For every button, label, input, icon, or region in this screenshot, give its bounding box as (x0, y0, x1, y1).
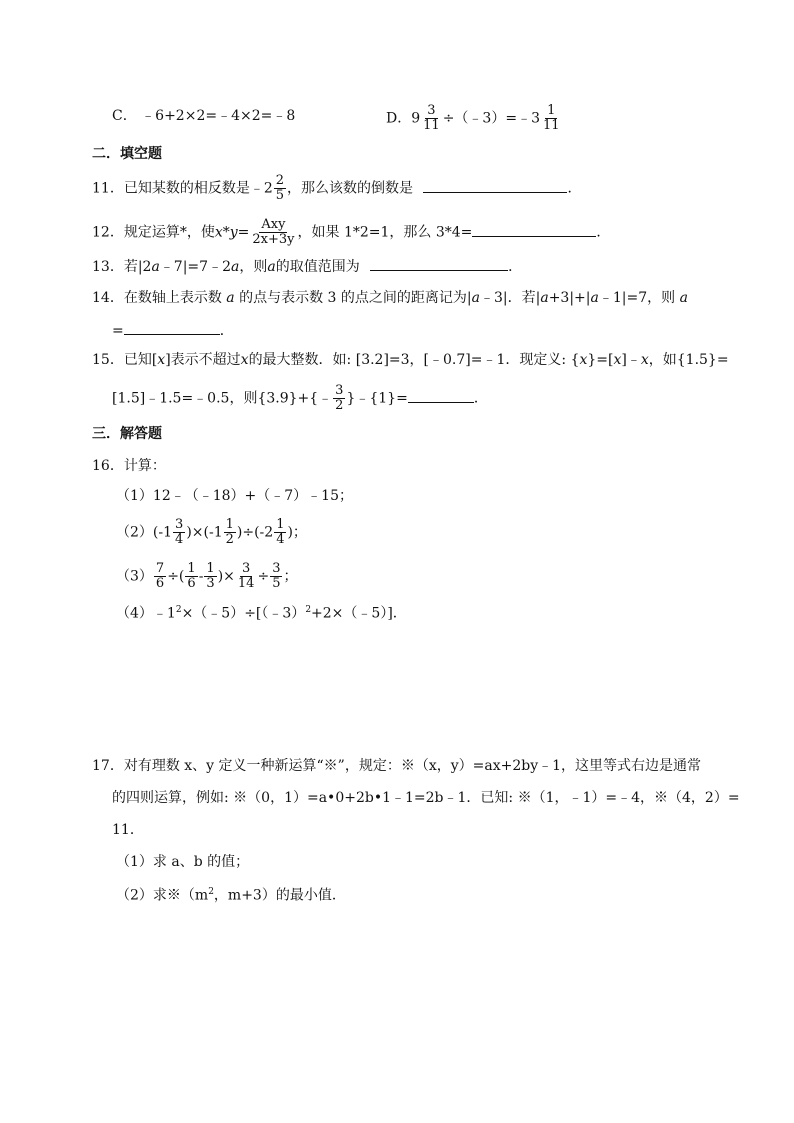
part-label: （3） (116, 568, 153, 585)
q13-text-mid: ﹣7|=7﹣2 (159, 259, 231, 275)
q15-text-line2: [1.5]﹣1.5=﹣0.5，则{3.9}+{﹣ (112, 390, 333, 407)
question-13 (92, 256, 522, 277)
fraction-denominator: 11 (542, 118, 560, 133)
fraction-numerator: Axy (261, 217, 286, 232)
expr-text: (-1 (152, 524, 173, 541)
q12-var-y: y (229, 224, 238, 241)
section-title-fill-in: 二．填空题 (92, 146, 162, 162)
exponent: 2 (208, 887, 214, 897)
q15-text: 15．已知[ (92, 352, 158, 368)
exponent: 2 (305, 605, 312, 615)
q11-text: 11．已知某数的相反数是﹣2 (92, 180, 273, 197)
q12-answer-blank[interactable] (472, 222, 596, 237)
expr-fraction (236, 562, 257, 591)
fraction-denominator: 6 (155, 576, 165, 591)
expr-fraction (173, 518, 185, 547)
expr-text: ，m+3）的最小值． (213, 887, 346, 904)
question-17-line-1: 17．对有理数 x、y 定义一种新运算“※”，规定：※（x，y）=ax+2by﹣1，这里等式右边是通常 (92, 758, 702, 774)
expr-fraction (204, 562, 216, 591)
q11-fraction (274, 174, 286, 203)
fraction-numerator: 3 (335, 383, 344, 398)
question-16-part-1: （1）12﹣（﹣18）+（﹣7）﹣15； (116, 488, 353, 504)
q12-end: ． (596, 224, 611, 241)
q14-text-mid4: ﹣1|=7，则 (598, 290, 676, 306)
q15-text-end: ，如{1.5}= (648, 352, 729, 368)
choice-c-text: ﹣6+2×2=﹣4×2=﹣8 (141, 108, 296, 124)
expr-fraction (154, 562, 166, 591)
question-15-line-1 (92, 350, 729, 370)
question-14-line-2 (112, 320, 234, 341)
q12-star: * (222, 224, 230, 241)
question-14-line-1 (92, 288, 688, 308)
q15-var: x (240, 352, 249, 368)
fraction-numerator: 1 (206, 561, 215, 576)
question-17-part-1: （1）求 a、b 的值； (116, 854, 250, 870)
q15-fraction (333, 384, 345, 413)
q15-end: ． (473, 390, 488, 407)
fraction-denominator: 5 (275, 188, 285, 203)
expr-text: （4）﹣1 (116, 605, 176, 622)
fraction-numerator: 1 (187, 561, 196, 576)
expr-end: )； (287, 524, 307, 541)
fraction-denominator: 2 (335, 398, 344, 413)
fraction-denominator: 2x+3y (252, 232, 295, 247)
fraction-denominator: 5 (272, 576, 281, 591)
q13-end: ． (508, 259, 523, 275)
expr-text: ÷( (167, 568, 185, 585)
q15-text-post: }﹣{1}= (346, 390, 408, 407)
q15-answer-blank[interactable] (408, 388, 474, 403)
question-16-part-2 (116, 518, 307, 547)
fraction-denominator: 11 (423, 118, 440, 133)
q11-end: ． (567, 180, 582, 197)
q14-var: a (590, 290, 599, 306)
q13-var: a (230, 259, 240, 275)
q13-var: a (267, 259, 276, 275)
fraction-numerator: 7 (155, 561, 165, 576)
question-17-line-3: 11． (112, 822, 144, 838)
fraction-denominator: 3 (206, 576, 215, 591)
q14-var: a (471, 290, 480, 306)
fraction-numerator: 3 (175, 517, 184, 532)
expr-text: +2×（﹣5）]． (311, 605, 407, 622)
fraction-numerator: 1 (276, 517, 285, 532)
question-17-part-2 (116, 882, 346, 906)
q11-text-post: ，那么该数的倒数是 (287, 180, 414, 197)
expr-text: )÷(-2 (236, 524, 274, 541)
q15-text-mid3: }=[ (587, 352, 614, 368)
expr-fraction (270, 562, 282, 591)
expr-fraction (185, 562, 197, 591)
fraction-numerator: 3 (272, 561, 281, 576)
expr-end: ； (283, 568, 298, 585)
q13-answer-blank[interactable] (370, 256, 508, 271)
q15-text-mid: ]表示不超过 (165, 352, 241, 368)
q14-text-mid: 的点与表示数 3 的点之间的距离记为| (239, 290, 472, 306)
q15-var: x (613, 352, 622, 368)
expr-text: ÷ (257, 568, 270, 585)
fraction-denominator: 4 (175, 532, 184, 547)
q14-var: a (679, 290, 688, 306)
fraction-numerator: 3 (427, 103, 436, 118)
choice-d-fraction (421, 104, 442, 133)
q11-answer-blank[interactable] (423, 178, 567, 193)
fraction-denominator: 6 (187, 576, 196, 591)
choice-c-label: C． (112, 108, 137, 124)
choice-d (386, 104, 563, 133)
q14-eq: = (112, 323, 124, 339)
fraction-denominator: 14 (237, 576, 255, 591)
q13-var: a (151, 259, 160, 275)
expr-text: )×(-1 (186, 524, 223, 541)
question-16-part-3 (116, 562, 297, 591)
fraction-denominator: 4 (276, 532, 285, 547)
question-17-line-2: 的四则运算，例如: ※（0，1）=a•0+2b•1﹣1=2b﹣1．已知: ※（1，﹣1）=﹣4，※（4，2）= (112, 790, 740, 806)
q12-fraction (250, 218, 296, 247)
q15-text-mid2: 的最大整数．如: [3.2]=3，[﹣0.7]=﹣1．现定义: { (248, 352, 580, 368)
q12-text-post: ，如果 1*2=1，那么 3*4= (297, 224, 473, 241)
q12-text: 12．规定运算*，使 (92, 224, 215, 241)
question-12 (92, 218, 610, 247)
q14-text: 14．在数轴上表示数 (92, 290, 222, 306)
expr-text: ×（﹣5）÷[（﹣3） (181, 605, 306, 622)
q13-text: 13．若|2 (92, 259, 152, 275)
part-label: （2） (116, 524, 153, 541)
exponent: 2 (175, 605, 182, 615)
question-16-part-4 (116, 600, 407, 624)
choice-c (112, 106, 295, 126)
q15-var: x (579, 352, 588, 368)
q14-var: a (226, 290, 235, 306)
q12-var-x: x (214, 224, 223, 241)
q15-var: x (157, 352, 166, 368)
q14-var: a (540, 290, 549, 306)
q12-eq: = (237, 224, 250, 241)
fraction-denominator: 2 (225, 532, 234, 547)
fraction-numerator: 1 (225, 517, 234, 532)
q14-text-mid2: ﹣3|．若| (479, 290, 541, 306)
q14-end: ． (219, 323, 234, 339)
section-title-solve: 三．解答题 (92, 426, 162, 442)
q14-answer-blank[interactable] (124, 320, 220, 335)
fraction-numerator: 1 (547, 103, 556, 118)
fraction-numerator: 2 (275, 173, 285, 188)
q15-var: x (640, 352, 649, 368)
q13-text-post2: 的取值范围为 (275, 259, 360, 275)
question-16-title: 16．计算： (92, 458, 166, 474)
choice-d-whole: 9 (411, 110, 421, 127)
expr-text: - (198, 568, 204, 585)
expr-fraction (274, 518, 286, 547)
question-11 (92, 174, 581, 203)
choice-d-label: D． (386, 110, 412, 127)
question-15-line-2 (112, 384, 488, 413)
q14-text-mid3: +3|+| (548, 290, 591, 306)
expr-text: （2）求※（m (116, 887, 209, 904)
expr-text: )× (217, 568, 235, 585)
choice-d-fraction-2 (541, 104, 562, 133)
q13-text-post: ，则 (239, 259, 268, 275)
q15-text-mid4: ]﹣ (621, 352, 641, 368)
expr-fraction (224, 518, 236, 547)
choice-d-mid: ÷（﹣3）=﹣3 (442, 110, 540, 127)
fraction-numerator: 3 (242, 561, 251, 576)
